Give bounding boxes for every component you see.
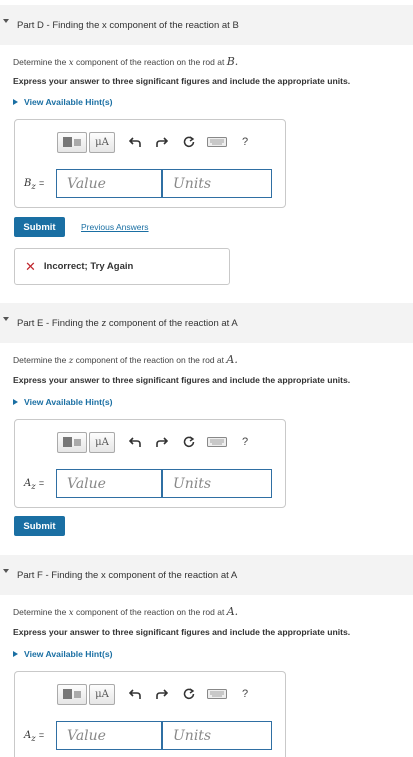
part-f-variable-label: $A_z$ = <box>24 730 45 743</box>
collapse-caret-icon[interactable] <box>3 569 9 573</box>
units-mu-icon[interactable]: μA <box>89 132 115 153</box>
part-e-variable-label: $A_z$ = <box>24 478 45 491</box>
part-e-header[interactable] <box>0 303 413 343</box>
matrix-template-icon[interactable] <box>57 132 87 153</box>
part-d-variable-label: $B_z$ = <box>24 178 45 191</box>
part-d-units-input[interactable]: Units <box>162 169 272 198</box>
help-icon[interactable]: ? <box>241 136 249 148</box>
part-f-title: Part F - Finding the x component of the reaction at A <box>17 569 238 581</box>
part-f-answer-box <box>14 671 286 757</box>
equation-toolbar <box>57 683 252 705</box>
expand-arrow-icon <box>13 651 18 657</box>
part-e-submit-button[interactable]: Submit <box>14 516 65 536</box>
part-d-feedback: ✕ Incorrect; Try Again <box>14 248 230 285</box>
matrix-template-icon[interactable] <box>57 432 87 453</box>
redo-icon[interactable] <box>155 435 169 449</box>
part-d-title: Part D - Finding the x component of the reaction at B <box>17 19 239 31</box>
expand-arrow-icon <box>13 399 18 405</box>
units-mu-icon[interactable]: μA <box>89 432 115 453</box>
collapse-caret-icon[interactable] <box>3 19 9 23</box>
part-e-title: Part E - Finding the z component of the reaction at A <box>17 317 238 329</box>
part-e-units-input[interactable]: Units <box>162 469 272 498</box>
part-d-value-input[interactable]: Value <box>56 169 162 198</box>
keyboard-icon[interactable] <box>206 687 228 701</box>
part-f-description: Determine the x component of the reaction on the rod at A. <box>13 605 239 618</box>
part-d-hint-link[interactable]: View Available Hint(s) <box>13 97 113 107</box>
part-e-description: Determine the z component of the reaction on the rod at A. <box>13 353 238 366</box>
equation-toolbar <box>57 131 252 153</box>
undo-icon[interactable] <box>128 135 142 149</box>
part-f-hint-link[interactable]: View Available Hint(s) <box>13 649 113 659</box>
redo-icon[interactable] <box>155 687 169 701</box>
help-icon[interactable]: ? <box>241 688 249 700</box>
reset-icon[interactable] <box>182 135 196 149</box>
reset-icon[interactable] <box>182 435 196 449</box>
part-e-answer-box <box>14 419 286 508</box>
keyboard-icon[interactable] <box>206 135 228 149</box>
part-f-instructions: Express your answer to three significant figures and include the appropriate units. <box>13 627 351 637</box>
matrix-template-icon[interactable] <box>57 684 87 705</box>
redo-icon[interactable] <box>155 135 169 149</box>
part-f-value-input[interactable]: Value <box>56 721 162 750</box>
part-d-answer-box <box>14 119 286 208</box>
undo-icon[interactable] <box>128 687 142 701</box>
part-f-header[interactable] <box>0 555 413 595</box>
previous-answers-link[interactable]: Previous Answers <box>81 222 149 232</box>
error-x-icon: ✕ <box>25 258 36 274</box>
part-d-description: Determine the x component of the reaction on the rod at B. <box>13 55 239 68</box>
part-e-value-input[interactable]: Value <box>56 469 162 498</box>
expand-arrow-icon <box>13 99 18 105</box>
units-mu-icon[interactable]: μA <box>89 684 115 705</box>
equation-toolbar <box>57 431 252 453</box>
part-f-units-input[interactable]: Units <box>162 721 272 750</box>
part-e-instructions: Express your answer to three significant figures and include the appropriate units. <box>13 375 351 385</box>
help-icon[interactable]: ? <box>241 436 249 448</box>
undo-icon[interactable] <box>128 435 142 449</box>
part-d-header[interactable] <box>0 5 413 45</box>
part-d-instructions: Express your answer to three significant figures and include the appropriate units. <box>13 76 351 86</box>
part-e-hint-link[interactable]: View Available Hint(s) <box>13 397 113 407</box>
collapse-caret-icon[interactable] <box>3 317 9 321</box>
keyboard-icon[interactable] <box>206 435 228 449</box>
reset-icon[interactable] <box>182 687 196 701</box>
part-d-submit-button[interactable]: Submit <box>14 217 65 237</box>
